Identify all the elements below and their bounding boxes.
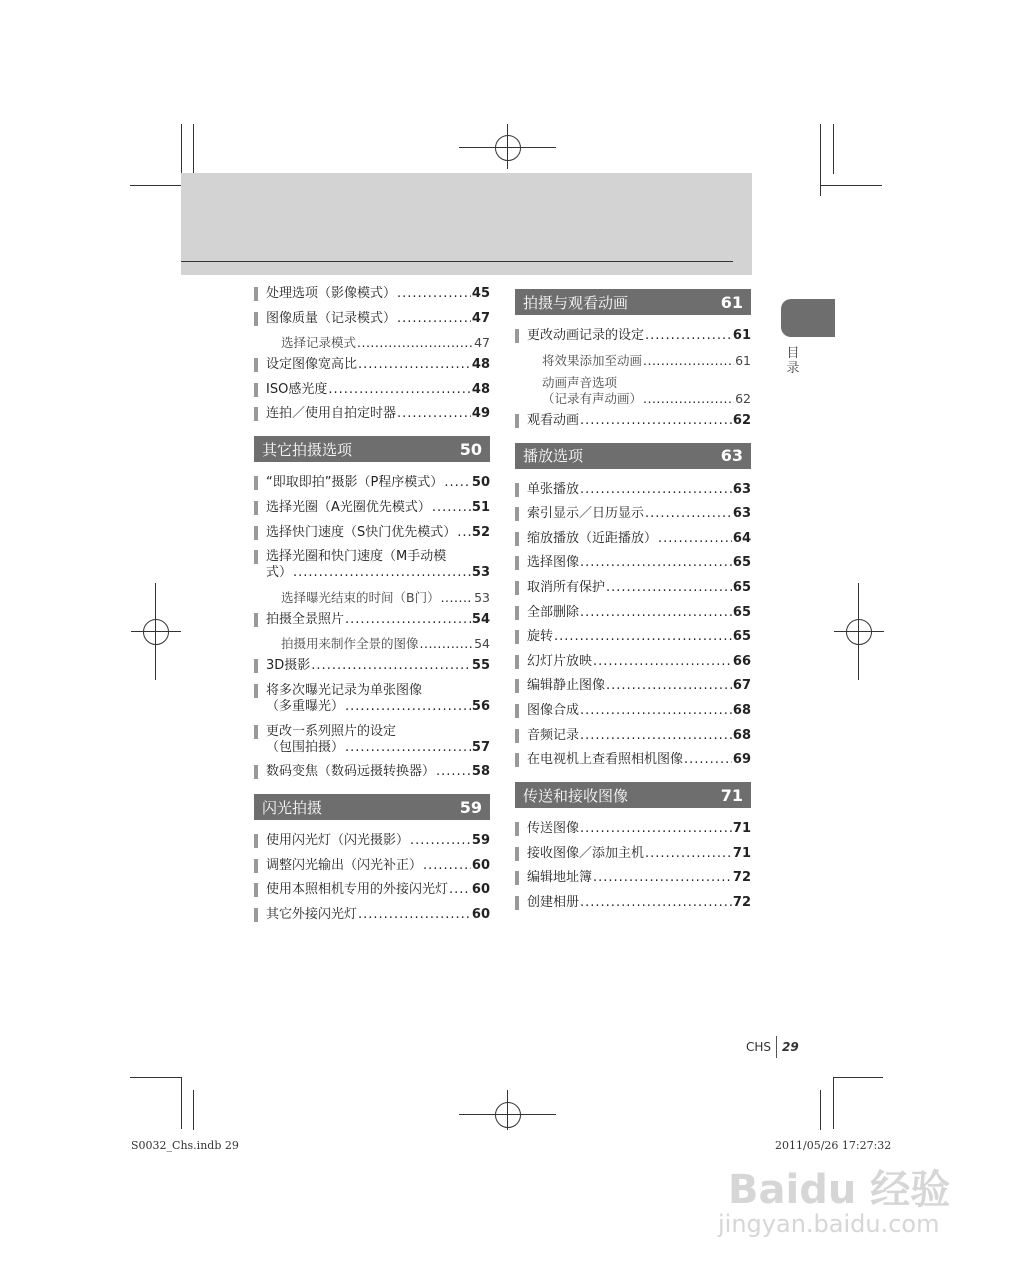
header-rule [181, 261, 733, 262]
toc-entry[interactable]: 将多次曝光记录为单张图像 （多重曝光） ..... 56 [254, 683, 490, 715]
toc-entry[interactable]: 设定图像宽高比 ..... 48 [254, 357, 490, 373]
toc-entry[interactable]: 选择光圈和快门速度（M手动模 式） ..... 53 [254, 549, 490, 581]
toc-entry[interactable]: 图像质量（记录模式） ..... 47 [254, 311, 490, 327]
toc-entry[interactable]: 更改一系列照片的设定 （包围拍摄） ..... 57 [254, 724, 490, 756]
toc-entry[interactable]: 选择图像 ..... 65 [515, 555, 751, 571]
toc-subentry[interactable]: 将效果添加至动画 ..... 61 [515, 353, 751, 369]
toc-entry[interactable]: 编辑地址簿 ..... 72 [515, 870, 751, 886]
toc-entry[interactable]: 选择光圈（A光圈优先模式） ..... 51 [254, 500, 490, 516]
toc-entry[interactable]: 连拍／使用自拍定时器 ..... 49 [254, 406, 490, 422]
watermark-logo: Baidu 经验 [728, 1167, 951, 1213]
section-header[interactable]: 拍摄与观看动画 61 [515, 289, 751, 315]
toc-entry[interactable]: 单张播放 ..... 63 [515, 482, 751, 498]
toc-entry[interactable]: 处理选项（影像模式） ..... 45 [254, 286, 490, 302]
toc-entry[interactable]: 图像合成 ..... 68 [515, 703, 751, 719]
toc-entry[interactable]: 选择快门速度（S快门优先模式） ..... 52 [254, 525, 490, 541]
toc-entry[interactable]: 拍摄全景照片 ..... 54 [254, 612, 490, 628]
toc-entry[interactable]: 数码变焦（数码远摄转换器） ..... 58 [254, 764, 490, 780]
toc-entry[interactable]: 观看动画 ..... 62 [515, 413, 751, 429]
toc-right-column [515, 289, 751, 920]
section-header[interactable]: 其它拍摄选项 50 [254, 436, 490, 462]
toc-entry[interactable]: 接收图像／添加主机 ..... 71 [515, 846, 751, 862]
toc-entry[interactable]: 更改动画记录的设定 ..... 61 [515, 328, 751, 344]
toc-subentry[interactable]: 选择记录模式 ..... 47 [254, 335, 490, 351]
toc-subentry[interactable]: 选择曝光结束的时间（B门） ..... 53 [254, 590, 490, 606]
header-banner [181, 173, 752, 275]
toc-entry[interactable]: 3D摄影 ..... 55 [254, 658, 490, 674]
toc-entry[interactable]: 使用本照相机专用的外接闪光灯 ..... 60 [254, 882, 490, 898]
toc-entry[interactable]: 在电视机上查看照相机图像 ..... 69 [515, 752, 751, 768]
section-header[interactable]: 播放选项 63 [515, 443, 751, 469]
toc-entry[interactable]: 使用闪光灯（闪光摄影） ..... 59 [254, 833, 490, 849]
toc-entry[interactable]: 编辑静止图像 ..... 67 [515, 678, 751, 694]
toc-entry[interactable]: 缩放播放（近距播放） ..... 64 [515, 531, 751, 547]
toc-entry[interactable]: 调整闪光输出（闪光补正） ..... 60 [254, 858, 490, 874]
toc-entry[interactable]: 旋转 ..... 65 [515, 629, 751, 645]
section-header[interactable]: 闪光拍摄 59 [254, 794, 490, 820]
page-lang: CHS [746, 1040, 772, 1054]
toc-entry[interactable]: 索引显示／日历显示 ..... 63 [515, 506, 751, 522]
side-tab-label: 目录 [786, 346, 800, 376]
toc-entry[interactable]: 音频记录 ..... 68 [515, 728, 751, 744]
toc-entry[interactable]: 取消所有保护 ..... 65 [515, 580, 751, 596]
footer-file: S0032_Chs.indb 29 [131, 1139, 239, 1152]
footer-timestamp: 2011/05/26 17:27:32 [775, 1139, 892, 1152]
toc-entry[interactable]: “即取即拍”摄影（P程序模式） ..... 50 [254, 475, 490, 491]
watermark-url: jingyan.baidu.com [718, 1210, 940, 1238]
toc-entry[interactable]: 幻灯片放映 ..... 66 [515, 654, 751, 670]
side-tab[interactable] [781, 299, 835, 337]
toc-entry[interactable]: 创建相册 ..... 72 [515, 895, 751, 911]
toc-entry[interactable]: 传送图像 ..... 71 [515, 821, 751, 837]
toc-subentry[interactable]: 动画声音选项 （记录有声动画） ..... 62 [515, 375, 751, 407]
toc-subentry[interactable]: 拍摄用来制作全景的图像 ..... 54 [254, 636, 490, 652]
toc-entry[interactable]: 其它外接闪光灯 ..... 60 [254, 907, 490, 923]
toc-entry[interactable]: 全部删除 ..... 65 [515, 605, 751, 621]
toc-left-column [254, 286, 490, 932]
toc-entry[interactable]: ISO感光度 ..... 48 [254, 382, 490, 398]
page-number: 29 [782, 1040, 799, 1054]
section-header[interactable]: 传送和接收图像 71 [515, 782, 751, 808]
